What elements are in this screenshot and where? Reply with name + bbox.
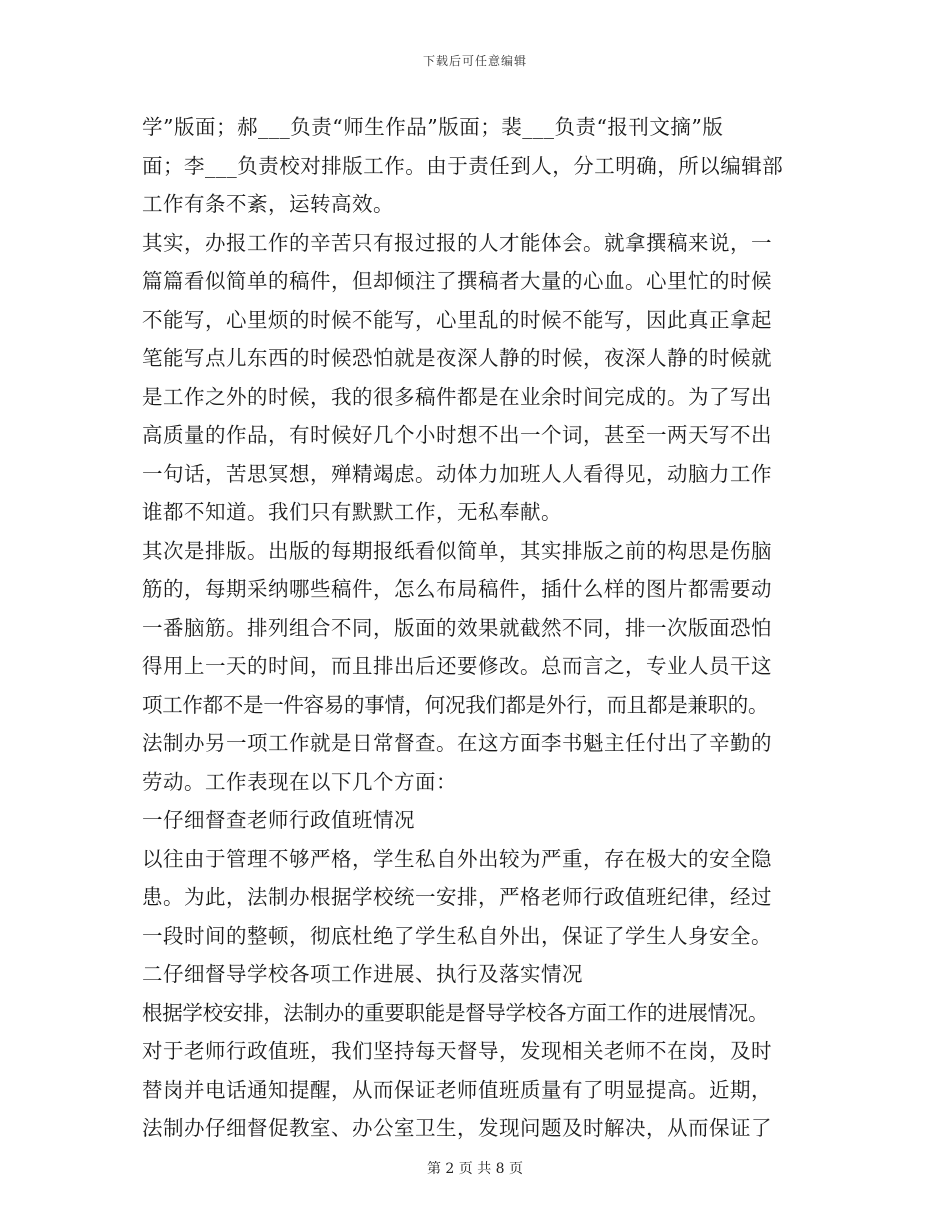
text-line: 一段时间的整顿，彻底杜绝了学生私自外出，保证了学生人身安全。	[142, 923, 772, 948]
text-line: 法制办另一项工作就是日常督查。在这方面李书魁主任付出了辛勤的	[142, 731, 772, 755]
text-line: 其次是排版。出版的每期报纸看似简单，其实排版之前的构思是伤脑	[142, 538, 772, 563]
page-number: 第 2 页 共 8 页	[426, 1161, 524, 1177]
page-header: 下载后可任意编辑	[422, 54, 527, 68]
text-line: 高质量的作品，有时候好几个小时想不出一个词，甚至一两天写不出	[142, 423, 772, 447]
section-heading: 一仔细督查老师行政值班情况	[142, 808, 415, 832]
text-line: 一番脑筋。排列组合不同，版面的效果就截然不同，排一次版面恐怕	[142, 615, 772, 640]
text-line: 学”版面；郝___负责“师生作品”版面；裴___负责“报刊文摘”版	[142, 115, 724, 139]
text-line: 筋的，每期采纳哪些稿件，怎么布局稿件，插什么样的图片都需要动	[142, 577, 772, 601]
text-line: 面；李___负责校对排版工作。由于责任到人，分工明确，所以编辑部	[142, 153, 784, 178]
text-line: 谁都不知道。我们只有默默工作，无私奉献。	[142, 500, 562, 524]
text-line: 得用上一天的时间，而且排出后还要修改。总而言之，专业人员干这	[142, 654, 772, 678]
section-heading: 二仔细督导学校各项工作进展、执行及落实情况	[142, 962, 583, 986]
text-line: 不能写，心里烦的时候不能写，心里乱的时候不能写，因此真正拿起	[142, 307, 772, 332]
document-body	[142, 108, 822, 1148]
text-line: 对于老师行政值班，我们坚持每天督导，发现相关老师不在岗，及时	[142, 1039, 772, 1063]
text-line: 法制办仔细督促教室、办公室卫生，发现问题及时解决，从而保证了	[142, 1116, 772, 1140]
text-line: 工作有条不紊，运转高效。	[142, 192, 394, 216]
text-line: 笔能写点儿东西的时候恐怕就是夜深人静的时候，夜深人静的时候就	[142, 346, 772, 370]
text-line: 其实，办报工作的辛苦只有报过报的人才能体会。就拿撰稿来说，一	[142, 230, 772, 255]
text-line: 以往由于管理不够严格，学生私自外出较为严重，存在极大的安全隐	[142, 846, 772, 871]
text-line: 患。为此，法制办根据学校统一安排，严格老师行政值班纪律，经过	[142, 885, 772, 909]
text-line: 是工作之外的时候，我的很多稿件都是在业余时间完成的。为了写出	[142, 384, 772, 409]
text-line: 劳动。工作表现在以下几个方面：	[142, 769, 457, 794]
text-line: 项工作都不是一件容易的事情，何况我们都是外行，而且都是兼职的。	[142, 692, 769, 717]
text-line: 替岗并电话通知提醒，从而保证老师值班质量有了明显提高。近期，	[142, 1077, 772, 1102]
text-line: 根据学校安排，法制办的重要职能是督导学校各方面工作的进展情况。	[142, 1000, 769, 1025]
text-line: 一句话，苦思冥想，殚精竭虑。动体力加班人人看得见，动脑力工作	[142, 461, 772, 486]
text-line: 篇篇看似简单的稿件，但却倾注了撰稿者大量的心血。心里忙的时候	[142, 269, 772, 293]
